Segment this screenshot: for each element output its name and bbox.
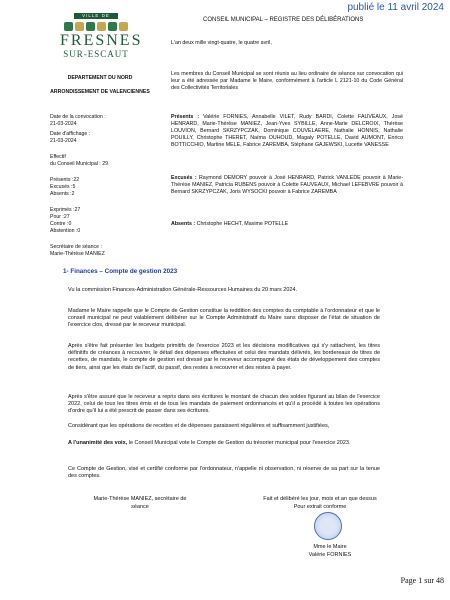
mayor-line-1: Fait et délibéré les jour, mois et an que dessus [263,496,377,502]
emblem-icon [108,22,117,31]
paragraph-receveur: Après s'être assuré que le receveur a repris dans ses écritures le montant de chacun des soldes figurant au bilan de l'exercice 2022, celui de tous les titres émis et de tous les mandats de paiement ordonnancés et qu'il a procédé à toutes les opérations d'ordre qu'il lui a été prescrit de passer dans ses écritures. [68,394,380,415]
vote-text: le Conseil Municipal vote le Compte de Gestion du trésorier municipal pour l'exercice 2023. [128,440,351,446]
paragraph-budgets: Après s'être fait présenter les budgets primitifs de l'exercice 2023 et les décisions modificatives qui s'y rattachent, les titres définitifs de créances à recouvrer, le détail des dépenses effectuées et celui des mandats délivrés, les bordereaux de titres de recettes, de mandats, le compte de gestion est dressé par le receveur accompagné des états de développement des comptes de tiers, ainsi que les états de l'actif, du passif, des restes à recouvrer et des restes à payer. [68,343,380,371]
presents-paragraph [171,114,403,149]
convocation-block [50,114,150,258]
mayor-line-2: Pour extrait conforme [293,503,347,510]
emblem-icon [75,22,84,31]
affichage-date: 21-03-2024 [50,138,77,144]
signature-mayor [240,496,400,511]
presents-label: Présents : [171,114,200,120]
excuses-list: Raymond DEMORY pouvoir à José HENRARD, Patrick VANLEDE pouvoir à Marie-Thérèse MANIEZ, Patricia RUBENS pouvoir à Colette FAUVEAUX, Michael LEFEBVRE pouvoir à Bernard SKRZYPCZAK, Joris WYSOCKI pouvoir à Fabrice ZAREMBA [171,175,403,196]
intro-text: Les membres du Conseil Municipal se sont réunis au lieu ordinaire de séance sur convocation qui leur a été adressée par Madame le Maire, conformément à l'article L 2121-10 du Code Général des Collectivités Territoriales [171,71,403,92]
page-number: Page 1 sur 48 [400,576,444,585]
section-title: 1- Finances – Compte de gestion 2023 [63,268,178,275]
presents-list: Valérie FORNIES, Annabelle VILET, Rudy BARDI, Colette FAUVEAUX, José HENRARD, Marie-Thérèse MANIEZ, Jean-Yves SYBILLE, Anne-Marie DELCROIX, Thérèse LOUVION, Bernard SKRZYPCZAK, Dominique COUVELAERE, Nathalie HONNIS, Nathalie POUILLY, Christophe THERET, Naïma OUHOUD, Magaly POTELLE, David AUMONT, Enrico BOTTICCHIO, Martine MELE, Fabrice ZAREMBA, Stéphane GAJEWSKI, Lucette VANESSE [171,114,403,149]
emblem-icon [86,22,95,31]
arrondissement: ARRONDISSEMENT DE VALENCIENNES [50,89,150,95]
secretary-line-1: Marie-Thérèse MANIEZ, secrétaire de [93,496,187,502]
vote-result: A l'unanimité des voix, [68,440,128,446]
logo-emblems [64,22,128,31]
page-title: CONSEIL MUNICIPAL – REGISTRE DES DÉLIBÉRATIONS [203,17,364,23]
published-date: publié le 11 avril 2024 [347,2,444,13]
absents-label: Absents : [171,221,196,227]
emblem-icon [119,22,128,31]
town-seal-icon [314,512,342,540]
paragraph-rappel: Madame le Maire rappelle que le Compte de Gestion constitue la reddition des comptes du comptable à l'ordonnateur et que le conseil municipal ne peut valablement délibérer sur le Compte Administratif du Maire sans disposer de l'état de situation de l'exercice clos, dressé par le receveur municipal. [68,308,380,329]
logo-ville-de: VILLE DE [74,13,118,19]
logo-city: FRESNES [60,32,143,49]
count-absents: Absents :2 [50,191,75,197]
secretary-line-2: séance [131,503,149,510]
effectif-value: du Conseil Municipal : 29 [50,161,108,167]
signature-secretary [70,496,210,511]
count-exprimes: Exprimés :27 [50,207,81,213]
city-logo [60,13,143,59]
department: DEPARTEMENT DU NORD [67,75,133,81]
excuses-label: Excusés : [171,175,197,181]
paragraph-considerant: Considérant que les opérations de recettes et de dépenses paraissent régulières et suffisamment justifiées, [68,423,330,429]
paragraph-commission: Vu la commission Finances-Administration Générale-Ressources Humaines du 20 mars 2024. [68,287,298,293]
convocation-date: 21-03-2024 [50,121,77,127]
mayor-name: Valérie FORNIES [308,551,352,558]
count-contre: Contre :0 [50,221,72,227]
paragraph-conclusion: Ce Compte de Gestion, visé et certifié conforme par l'ordonnateur, n'appelle ni observation, ni réserve de sa part sur la tenue des comptes. [68,466,380,480]
effectif-label: Effectif [50,154,66,160]
count-excuses: Excusés :5 [50,184,76,190]
emblem-icon [97,22,106,31]
count-pour: Pour :27 [50,214,70,220]
count-abstention: Abstention :0 [50,228,81,234]
excuses-paragraph [171,175,403,196]
affichage-label: Date d'affichage : [50,131,91,137]
convocation-label: Date de la convocation : [50,114,106,120]
mayor-name-block [260,544,400,559]
mayor-title: Mme le Maire [313,544,347,550]
secretaire-name: Marie-Thérèse MANIEZ [50,251,105,257]
secretaire-label: Secrétaire de séance : [50,244,102,250]
emblem-icon [64,22,73,31]
absents-list: Christophe HECHT, Maxime POTELLE [196,221,289,227]
vote-paragraph [68,440,380,447]
count-presents: Présents :22 [50,177,80,183]
logo-subtitle: SUR-ESCAUT [63,49,129,59]
absents-paragraph [171,221,403,228]
intro-date: L'an deux mille vingt-quatre, le quatre avril, [171,40,272,46]
